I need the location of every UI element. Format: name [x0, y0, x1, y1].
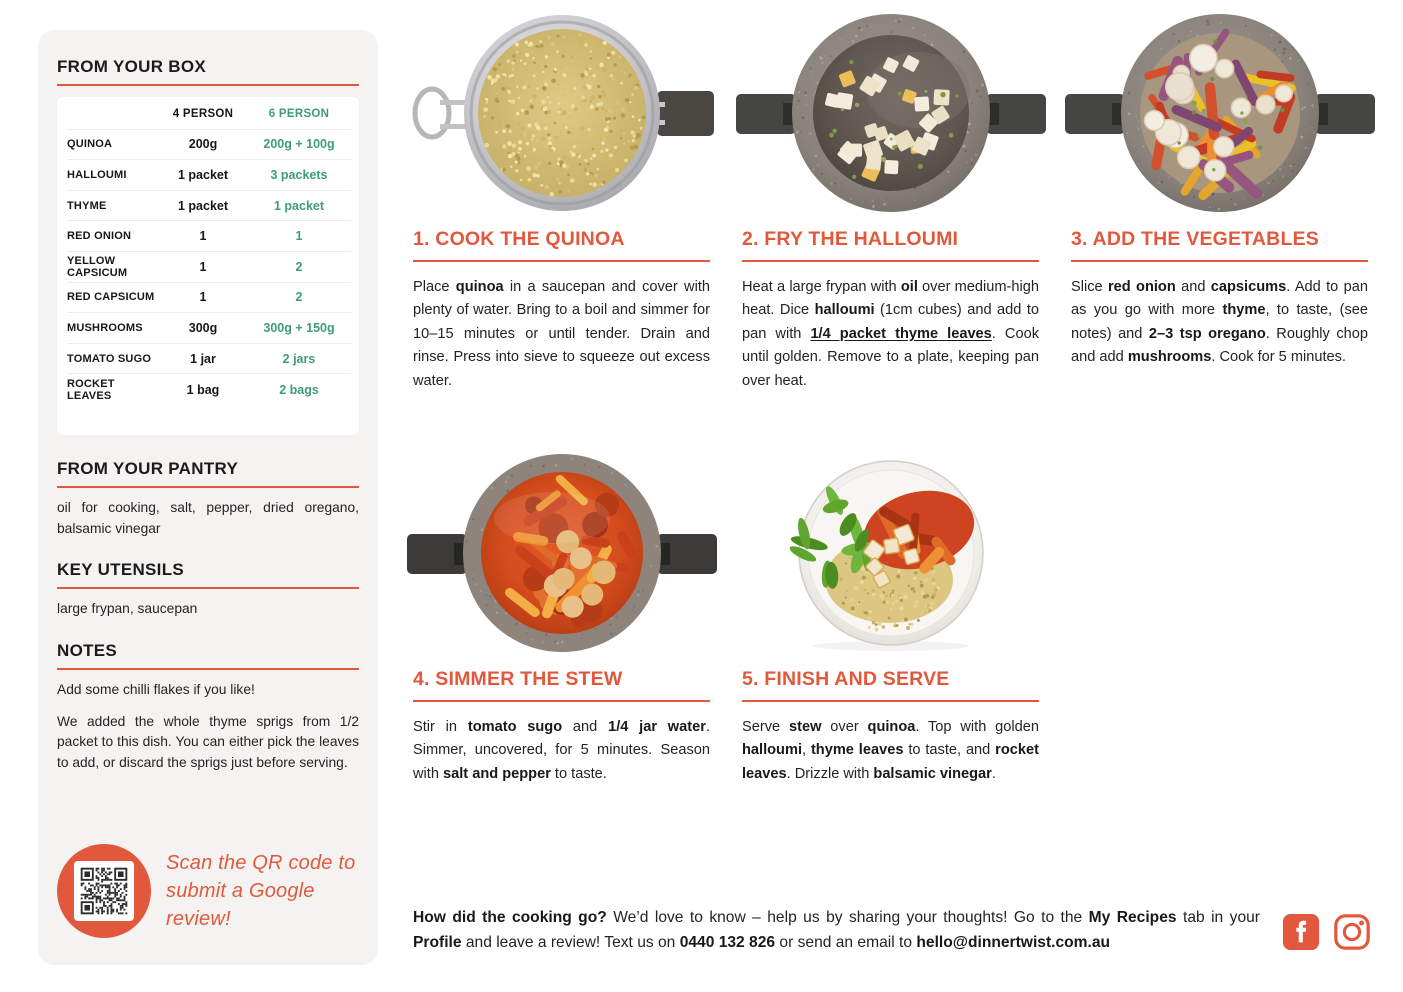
text-segment: We’d love to know – help us by sharing your thoughts! Go to the: [606, 909, 1089, 926]
from-your-box-table: [57, 97, 359, 435]
table-row: [67, 160, 351, 191]
instagram-icon[interactable]: [1333, 913, 1371, 951]
table-row: [67, 252, 351, 283]
key-utensils-section: [57, 560, 359, 620]
qty-6-person: 2: [295, 290, 303, 305]
step-5-title: 5. FINISH AND SERVE: [742, 668, 950, 690]
qr-caption-line-2: submit a Google review!: [166, 880, 315, 930]
col-header-6-person: 6 PERSON: [268, 107, 330, 120]
step-5-instructions: [742, 716, 1039, 786]
text-segment: and: [1175, 279, 1211, 295]
text-segment: , to taste, (see notes) and: [1071, 302, 1368, 342]
text-segment: . Drizzle with: [786, 765, 874, 782]
ingredient-name: ROCKET LEAVES: [67, 377, 115, 402]
text-segment: Heat a large frypan with: [742, 279, 901, 295]
text-segment: quinoa: [455, 279, 504, 295]
qty-6-person: 3 packets: [270, 167, 328, 182]
accent-divider: [57, 486, 359, 488]
phone-link[interactable]: 0440 132 826: [679, 933, 776, 951]
text-segment: (1cm cubes) and add to pan with: [742, 302, 1040, 342]
text-segment: to taste.: [550, 765, 607, 782]
step-3-title-underline: [1071, 260, 1368, 262]
qr-caption: [166, 849, 368, 933]
qr-code-icon[interactable]: [74, 861, 134, 921]
col-header-4-person: 4 PERSON: [172, 107, 234, 120]
step-1-title-underline: [413, 260, 710, 262]
facebook-icon[interactable]: [1282, 913, 1320, 951]
qty-4-person: 1 packet: [177, 198, 229, 213]
qty-4-person: 1 bag: [186, 382, 220, 397]
notes-section: [57, 641, 359, 774]
text-segment: . Cook until golden. Remove to a plate, keeping pan over heat.: [742, 325, 1039, 389]
from-your-pantry-title: FROM YOUR PANTRY: [57, 459, 239, 478]
table-row: [67, 313, 351, 344]
text-segment: How did the cooking go?: [413, 909, 607, 926]
qty-4-person: 200g: [188, 137, 218, 152]
notes-line-2: We added the whole thyme sprigs from 1/2 packet to this dish. You can either pick the leaves to add, or discard the sprigs just before serving.: [57, 713, 359, 771]
step-3-title: 3. ADD THE VEGETABLES: [1071, 228, 1319, 250]
text-segment: tomato sugo: [467, 719, 563, 735]
step5-photo-finished-bowl: [742, 450, 1039, 655]
text-segment: Place: [413, 279, 456, 295]
step-2-instructions: [742, 276, 1039, 393]
from-your-box-title: FROM YOUR BOX: [57, 57, 207, 76]
table-row: [67, 191, 351, 222]
qty-4-person: 1: [199, 259, 207, 274]
text-segment: salt and pepper: [443, 765, 551, 782]
text-segment: . Add to pan as you go with more: [1071, 279, 1368, 319]
text-segment: halloumi: [814, 302, 875, 319]
qty-4-person: 1 packet: [177, 167, 229, 182]
footer-message: [413, 906, 1260, 956]
text-segment: thyme leaves: [810, 742, 904, 759]
qr-circle: [57, 844, 151, 938]
step3-photo-vegetables-in-pan: [1071, 10, 1368, 215]
text-segment: . Cook for 5 minutes.: [1211, 349, 1346, 366]
utensils-text: large frypan, saucepan: [57, 601, 198, 617]
step-2-title: 2. FRY THE HALLOUMI: [742, 228, 959, 250]
text-segment: 1/4 packet thyme leaves: [810, 325, 992, 342]
text-segment: quinoa: [867, 719, 916, 735]
step4-photo-stew-in-pot: [413, 450, 710, 655]
social-icons: [1282, 913, 1371, 951]
qty-6-person: 2 jars: [282, 351, 316, 366]
table-row: [67, 221, 351, 252]
qty-6-person: 2 bags: [279, 382, 319, 397]
step-4: [413, 450, 710, 786]
qr-code-pattern: [77, 864, 131, 918]
table-header-row: [67, 99, 351, 130]
key-utensils-title: KEY UTENSILS: [57, 560, 185, 580]
qr-caption-line-1: Scan the QR code to: [166, 852, 356, 874]
ingredient-name: YELLOW CAPSICUM: [67, 254, 128, 279]
text-segment: 1/4 jar water: [608, 719, 706, 735]
qty-6-person: 300g + 150g: [263, 320, 335, 335]
text-segment: to taste, and: [903, 742, 996, 759]
from-your-box-section: [57, 57, 359, 435]
text-segment: over: [821, 719, 868, 735]
ingredient-name: THYME: [67, 199, 107, 212]
accent-divider: [57, 587, 359, 589]
footer: [413, 906, 1371, 956]
text-segment: stew: [788, 719, 822, 735]
text-segment: capsicums: [1210, 279, 1287, 295]
text-segment: Stir in: [413, 719, 468, 735]
text-segment: .: [991, 765, 996, 782]
ingredient-name: TOMATO SUGO: [67, 352, 152, 365]
text-segment: oil: [900, 279, 918, 295]
text-segment: and: [562, 719, 609, 735]
text-segment: thyme: [1222, 302, 1266, 319]
text-segment: and leave a review! Text us on: [461, 933, 680, 951]
from-your-pantry-section: [57, 459, 359, 539]
text-segment: in a saucepan and cover with plenty of water. Bring to a boil and simmer for 10–15 minutes or until tender. Drain and rinse. Press into sieve to squeeze out excess water.: [413, 279, 710, 389]
ingredient-name: HALLOUMI: [67, 168, 127, 181]
notes-line-1: Add some chilli flakes if you like!: [57, 682, 255, 698]
text-segment: rocket leaves: [742, 742, 1039, 782]
ingredient-name: QUINOA: [67, 138, 113, 151]
text-segment: 2–3 tsp oregano: [1148, 325, 1266, 342]
table-row: [67, 130, 351, 161]
email-link[interactable]: hello@dinnertwist.com.au: [916, 933, 1111, 951]
accent-divider: [57, 84, 359, 86]
text-segment: ,: [802, 742, 811, 759]
step2-photo-halloumi-in-frypan: [742, 10, 1039, 215]
step-3-instructions: [1071, 276, 1368, 370]
qty-4-person: 300g: [188, 320, 218, 335]
step-4-title: 4. SIMMER THE STEW: [413, 668, 623, 690]
ingredient-name: RED CAPSICUM: [67, 291, 155, 304]
table-body: [67, 130, 351, 405]
text-segment: over medium-high heat. Dice: [742, 279, 1039, 319]
text-segment: balsamic vinegar: [873, 765, 992, 782]
step-4-instructions: [413, 716, 710, 786]
ingredient-name: RED ONION: [67, 230, 132, 243]
step-5-title-underline: [742, 700, 1039, 702]
text-segment: . Top with golden: [915, 719, 1040, 735]
qty-4-person: 1 jar: [190, 351, 216, 366]
step-1-instructions: [413, 276, 710, 393]
text-segment: halloumi: [742, 742, 802, 759]
text-segment: or send an email to: [775, 933, 917, 951]
table-row: [67, 283, 351, 314]
accent-divider: [57, 668, 359, 670]
table-row: [67, 374, 351, 405]
google-review-block: [57, 844, 368, 938]
step-2: [742, 10, 1039, 450]
qty-4-person: 1: [199, 290, 207, 305]
text-segment: My Recipes: [1088, 909, 1177, 926]
step-4-title-underline: [413, 700, 710, 702]
text-segment: Profile: [413, 933, 462, 951]
text-segment: . Simmer, uncovered, for 5 minutes. Season with: [413, 719, 710, 782]
pantry-items-text: oil for cooking, salt, pepper, dried oregano, balsamic vinegar: [57, 500, 359, 536]
cooking-steps: [413, 10, 1368, 786]
step1-photo-quinoa-in-sieve: [413, 10, 710, 215]
notes-title: NOTES: [57, 641, 118, 661]
text-segment: Serve: [742, 719, 789, 735]
qty-4-person: 1: [199, 229, 207, 244]
step-1-title: 1. COOK THE QUINOA: [413, 228, 625, 250]
text-segment: mushrooms: [1127, 349, 1212, 366]
sidebar: [38, 30, 378, 965]
text-segment: Slice: [1071, 279, 1108, 295]
step-1: [413, 10, 710, 450]
table-row: [67, 344, 351, 375]
text-segment: . Roughly chop and add: [1071, 325, 1368, 366]
qty-6-person: 200g + 100g: [263, 137, 335, 152]
text-segment: tab in your: [1176, 909, 1260, 926]
qty-6-person: 1: [295, 229, 303, 244]
qty-6-person: 2: [295, 259, 303, 274]
step-3: [1071, 10, 1368, 450]
step-2-title-underline: [742, 260, 1039, 262]
step-5: [742, 450, 1039, 786]
text-segment: red onion: [1107, 279, 1176, 295]
qty-6-person: 1 packet: [273, 198, 325, 213]
ingredient-name: MUSHROOMS: [67, 321, 143, 334]
